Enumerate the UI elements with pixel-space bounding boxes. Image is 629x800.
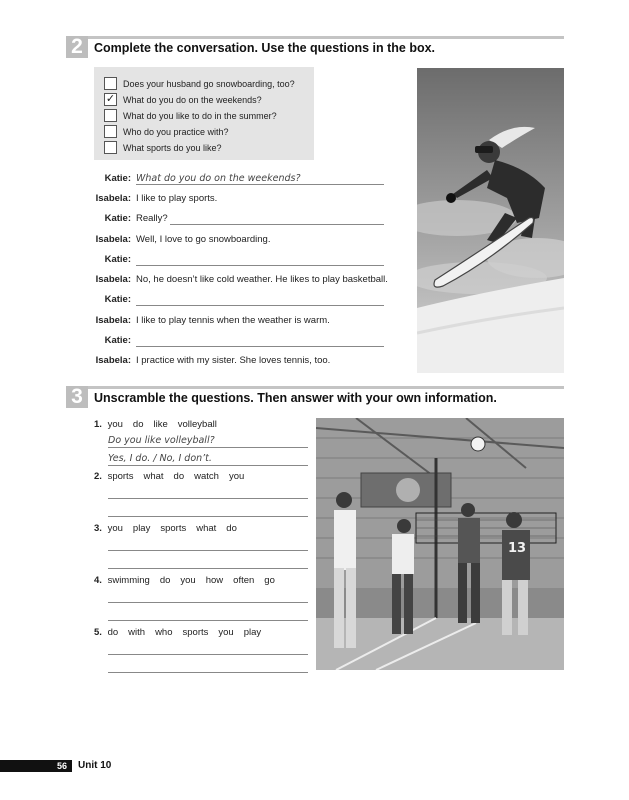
answer-line[interactable]: Yes, I do. / No, I don’t. (108, 452, 308, 466)
box-item[interactable]: ✓ What do you do on the weekends? (105, 93, 262, 106)
conversation-line: Isabela: No, he doesn’t like cold weather. He likes to play basketball. (95, 274, 388, 285)
answer-line[interactable] (170, 224, 384, 225)
answer-line[interactable] (136, 184, 384, 185)
volleyball-photo (316, 418, 564, 670)
answer-line[interactable] (136, 265, 384, 266)
conversation-line: Katie: (70, 253, 415, 267)
section-title: Complete the conversation. Use the questions in the box. (94, 41, 436, 55)
box-item[interactable]: Who do you practice with? (104, 125, 229, 139)
answer-line[interactable] (108, 503, 308, 517)
svg-text:13: 13 (508, 541, 527, 556)
checkbox[interactable] (104, 125, 117, 138)
answer-line[interactable] (108, 607, 308, 621)
answer-line[interactable] (108, 589, 308, 603)
scramble-question: 1. you do like volleyball (94, 419, 217, 430)
scramble-question: 4. swimming do you how often go (94, 575, 275, 586)
checkbox[interactable] (104, 109, 117, 122)
unit-label: Unit 10 (78, 760, 112, 771)
header-rule (88, 36, 564, 39)
snowboarder-photo (417, 68, 564, 373)
section-number: 3 (66, 386, 88, 408)
answer-text: What do you do on the weekends? (136, 173, 301, 184)
scramble-question: 3. you play sports what do (94, 523, 237, 534)
box-item[interactable]: What sports do you like? (104, 141, 222, 155)
box-item[interactable]: What do you like to do in the summer? (104, 109, 277, 123)
page-number: 56 (52, 760, 72, 772)
scramble-question: 2. sports what do watch you (94, 471, 245, 482)
answer-line[interactable] (136, 305, 384, 306)
section-number: 2 (66, 36, 88, 58)
conversation-line: Isabela: I like to play tennis when the weather is warm. (95, 315, 330, 326)
questions-box (94, 67, 314, 160)
answer-line[interactable]: Do you like volleyball? (108, 434, 308, 448)
section-2-header (66, 36, 564, 58)
page-footer (0, 760, 140, 772)
section-title: Unscramble the questions. Then answer with your own information. (94, 391, 497, 405)
answer-line[interactable] (108, 555, 308, 569)
answer-line[interactable] (108, 537, 308, 551)
footer-bar (0, 760, 52, 772)
checkbox[interactable]: ✓ (105, 93, 116, 106)
conversation-line: Katie: (70, 334, 415, 348)
conversation-line: Katie: Really? (70, 212, 415, 226)
scramble-question: 5. do with who sports you play (94, 627, 262, 638)
conversation-line: Isabela: Well, I love to go snowboarding. (95, 234, 271, 245)
answer-line[interactable] (108, 485, 308, 499)
checkbox[interactable] (104, 77, 117, 90)
section-3-header (66, 386, 564, 408)
conversation-line: Isabela: I practice with my sister. She loves tennis, too. (95, 355, 331, 366)
answer-line[interactable] (108, 641, 308, 655)
conversation-line (70, 172, 415, 186)
conversation-line: Isabela: I like to play sports. (95, 193, 218, 204)
box-item[interactable]: Does your husband go snowboarding, too? (104, 77, 295, 91)
answer-line[interactable] (136, 346, 384, 347)
header-rule (88, 386, 564, 389)
speaker: Katie: (104, 173, 131, 184)
answer-line[interactable] (108, 659, 308, 673)
conversation-line: Katie: (70, 293, 415, 307)
checkbox[interactable] (104, 141, 117, 154)
